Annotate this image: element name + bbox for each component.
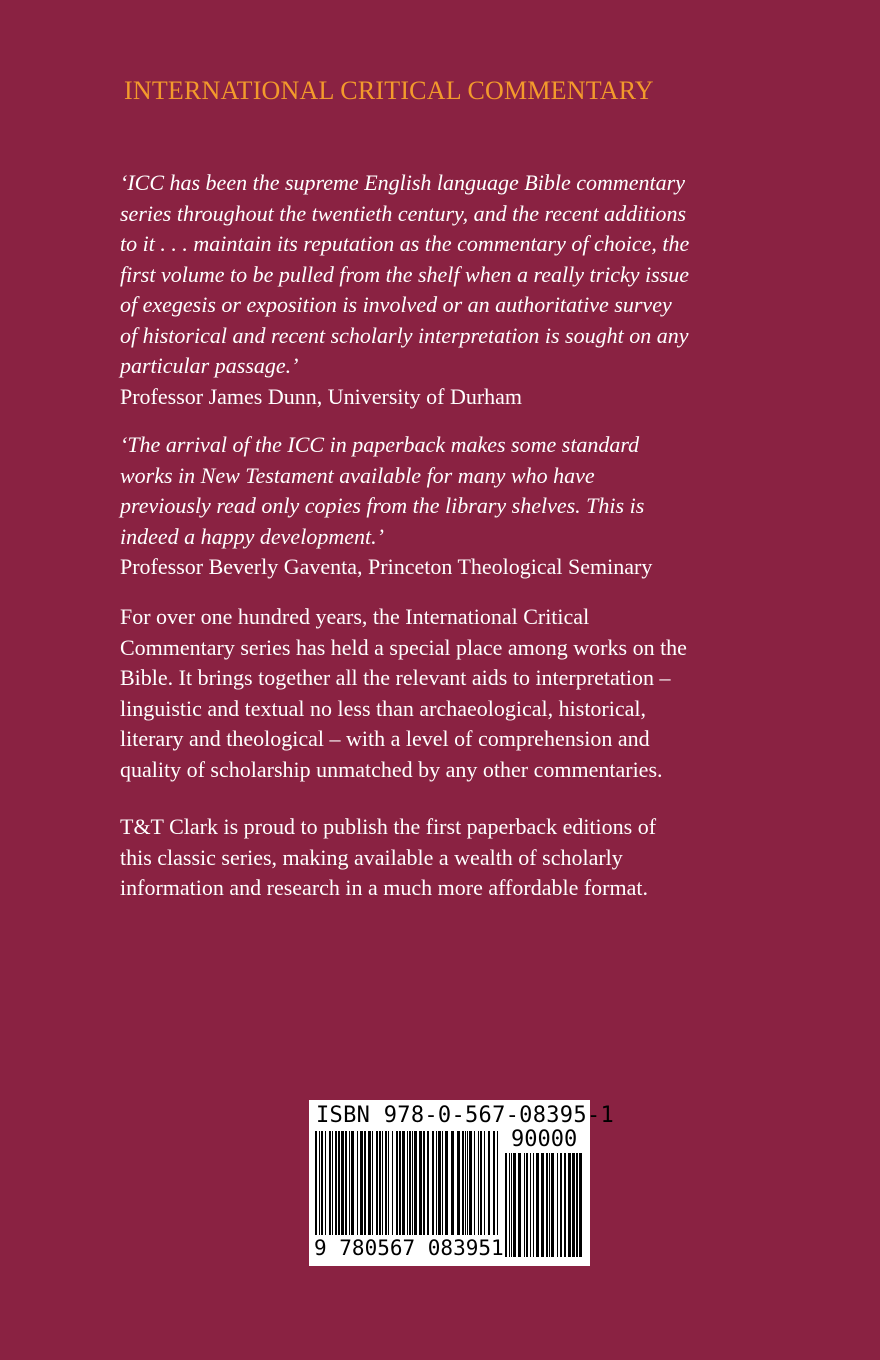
quote-line: of historical and recent scholarly interpretation is sought on any <box>120 322 689 348</box>
quote-attribution: Professor James Dunn, University of Durham <box>120 383 523 409</box>
quote-line: indeed a happy development.’ <box>120 523 384 549</box>
barcode-bar <box>509 1153 510 1257</box>
description-paragraph-2 <box>120 812 760 904</box>
paragraph-line: Bible. It brings together all the relevant aids to interpretation – <box>120 665 671 690</box>
quote-line: series throughout the twentieth century, and the recent additions <box>120 200 687 226</box>
paragraph-line: T&T Clark is proud to publish the first paperback editions of <box>120 814 657 839</box>
isbn-barcode <box>309 1100 614 1266</box>
barcode-bar <box>518 1153 521 1257</box>
barcode-bar <box>546 1153 548 1257</box>
barcode-bar <box>533 1153 534 1257</box>
barcode-bar <box>536 1153 539 1257</box>
paragraph-line: this classic series, making available a wealth of scholarly <box>120 844 623 870</box>
isbn-label: ISBN 978-0-567-08395-1 <box>316 1103 614 1128</box>
quote-line: ‘The arrival of the ICC in paperback makes some standard <box>120 432 640 457</box>
quote-line: to it . . . maintain its reputation as the commentary of choice, the <box>120 231 690 256</box>
barcode-bar <box>576 1153 578 1257</box>
endorsement-quote-2 <box>120 430 760 583</box>
barcode-bar <box>526 1153 528 1257</box>
paragraph-line: For over one hundred years, the International Critical <box>120 604 590 629</box>
quote-attribution: Professor Beverly Gaventa, Princeton Theological Seminary <box>120 554 653 579</box>
price-barcode-bars <box>505 1153 585 1257</box>
barcode-bar <box>513 1153 516 1257</box>
price-code: 90000 <box>511 1127 578 1152</box>
paragraph-line: quality of scholarship unmatched by any other commentaries. <box>120 756 663 782</box>
quote-line: first volume to be pulled from the shelf when a really tricky issue <box>120 261 690 287</box>
barcode-bar <box>564 1153 566 1257</box>
paragraph-line: information and research in a much more affordable format. <box>120 875 648 900</box>
barcode-bar <box>549 1153 550 1257</box>
quote-line: particular passage.’ <box>120 353 299 378</box>
quote-line: works in New Testament available for many who have <box>120 462 595 488</box>
barcode-bar <box>524 1153 525 1257</box>
quote-line: of exegesis or exposition is involved or an authoritative survey <box>120 292 672 317</box>
endorsement-quote-1 <box>120 168 760 412</box>
description-paragraph-1 <box>120 602 760 785</box>
ean-digits: 9 780567 083951 <box>314 1236 504 1260</box>
barcode-bar <box>551 1153 554 1257</box>
barcode-bar <box>511 1153 512 1257</box>
barcode-bar <box>505 1153 507 1257</box>
paragraph-line: Commentary series has held a special place among works on the <box>120 634 687 660</box>
paragraph-line: linguistic and textual no less than archaeological, historical, <box>120 695 647 721</box>
series-title: INTERNATIONAL CRITICAL COMMENTARY <box>124 76 654 105</box>
barcode-bar <box>560 1153 562 1257</box>
barcode-bar <box>572 1153 575 1257</box>
barcode-bar <box>557 1153 558 1257</box>
paragraph-line: literary and theological – with a level of comprehension and <box>120 726 650 751</box>
quote-line: ‘ICC has been the supreme English language Bible commentary <box>120 170 685 195</box>
barcode-bar <box>568 1153 571 1257</box>
barcode-bar <box>530 1153 531 1257</box>
barcode-bar <box>579 1153 582 1257</box>
barcode-bar <box>541 1153 544 1257</box>
quote-line: previously read only copies from the library shelves. This is <box>120 493 645 518</box>
